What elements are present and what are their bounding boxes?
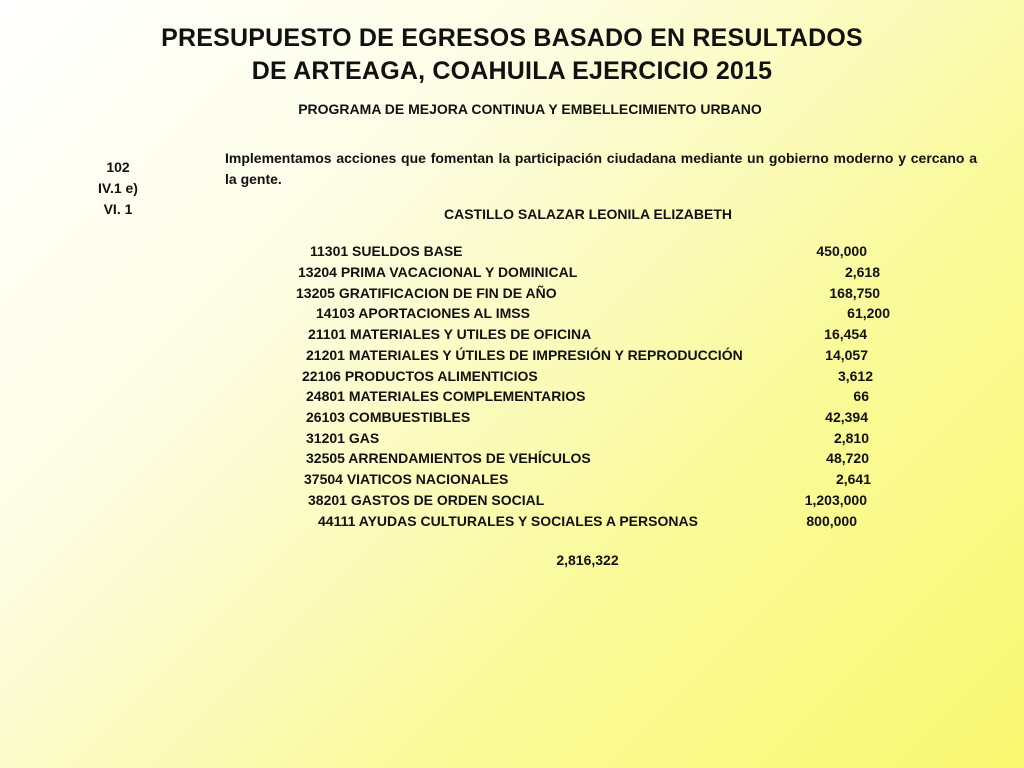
budget-item-label: 14103 APORTACIONES AL IMSS — [316, 305, 530, 321]
budget-item-amount: 61,200 — [847, 305, 890, 321]
budget-item-amount: 2,810 — [833, 430, 869, 446]
code-line: IV.1 e) — [98, 180, 138, 196]
budget-item-label: 22106 PRODUCTOS ALIMENTICIOS — [302, 368, 538, 384]
budget-item-amount: 16,454 — [824, 326, 867, 342]
budget-item-label: 21101 MATERIALES Y UTILES DE OFICINA — [308, 326, 592, 342]
program-description: Implementamos acciones que fomentan la participación ciudadana mediante un gobierno moderno y cercano a la gente. — [225, 150, 977, 187]
budget-item-label: 38201 GASTOS DE ORDEN SOCIAL — [308, 492, 545, 508]
budget-item-amount: 48,720 — [826, 450, 869, 466]
budget-item-label: 24801 MATERIALES COMPLEMENTARIOS — [306, 388, 586, 404]
budget-total: 2,816,322 — [556, 552, 619, 568]
budget-item-amount: 168,750 — [829, 285, 880, 301]
budget-item-amount: 3,612 — [837, 368, 873, 384]
program-name: PROGRAMA DE MEJORA CONTINUA Y EMBELLECIMIENTO URBANO — [298, 101, 762, 117]
budget-item-label: 31201 GAS — [306, 430, 380, 446]
budget-item-amount: 66 — [853, 388, 869, 404]
budget-item-amount: 2,618 — [844, 264, 880, 280]
budget-item-amount: 42,394 — [825, 409, 868, 425]
budget-item-label: 13205 GRATIFICACION DE FIN DE AÑO — [296, 285, 557, 301]
responsible-name: CASTILLO SALAZAR LEONILA ELIZABETH — [443, 206, 733, 222]
budget-item-label: 32505 ARRENDAMIENTOS DE VEHÍCULOS — [306, 450, 591, 466]
budget-item-amount: 800,000 — [806, 513, 857, 529]
title-line-1: PRESUPUESTO DE EGRESOS BASADO EN RESULTADOS — [161, 24, 863, 52]
budget-item-amount: 450,000 — [816, 243, 867, 259]
budget-item-amount: 1,203,000 — [804, 492, 867, 508]
code-line: 102 — [106, 159, 130, 175]
budget-item-label: 44111 AYUDAS CULTURALES Y SOCIALES A PERSONAS — [318, 513, 698, 529]
budget-item-amount: 2,641 — [835, 471, 871, 487]
budget-item-label: 37504 VIATICOS NACIONALES — [304, 471, 509, 487]
code-line: VI. 1 — [103, 201, 133, 217]
title-line-2: DE ARTEAGA, COAHUILA EJERCICIO 2015 — [251, 57, 773, 85]
budget-item-label: 21201 MATERIALES Y ÚTILES DE IMPRESIÓN Y REPRODUCCIÓN — [306, 347, 743, 363]
budget-item-amount: 14,057 — [825, 347, 868, 363]
budget-item-label: 11301 SUELDOS BASE — [310, 243, 463, 259]
budget-item-label: 13204 PRIMA VACACIONAL Y DOMINICAL — [298, 264, 578, 280]
page-title — [0, 22, 1024, 88]
budget-item-label: 26103 COMBUESTIBLES — [306, 409, 471, 425]
